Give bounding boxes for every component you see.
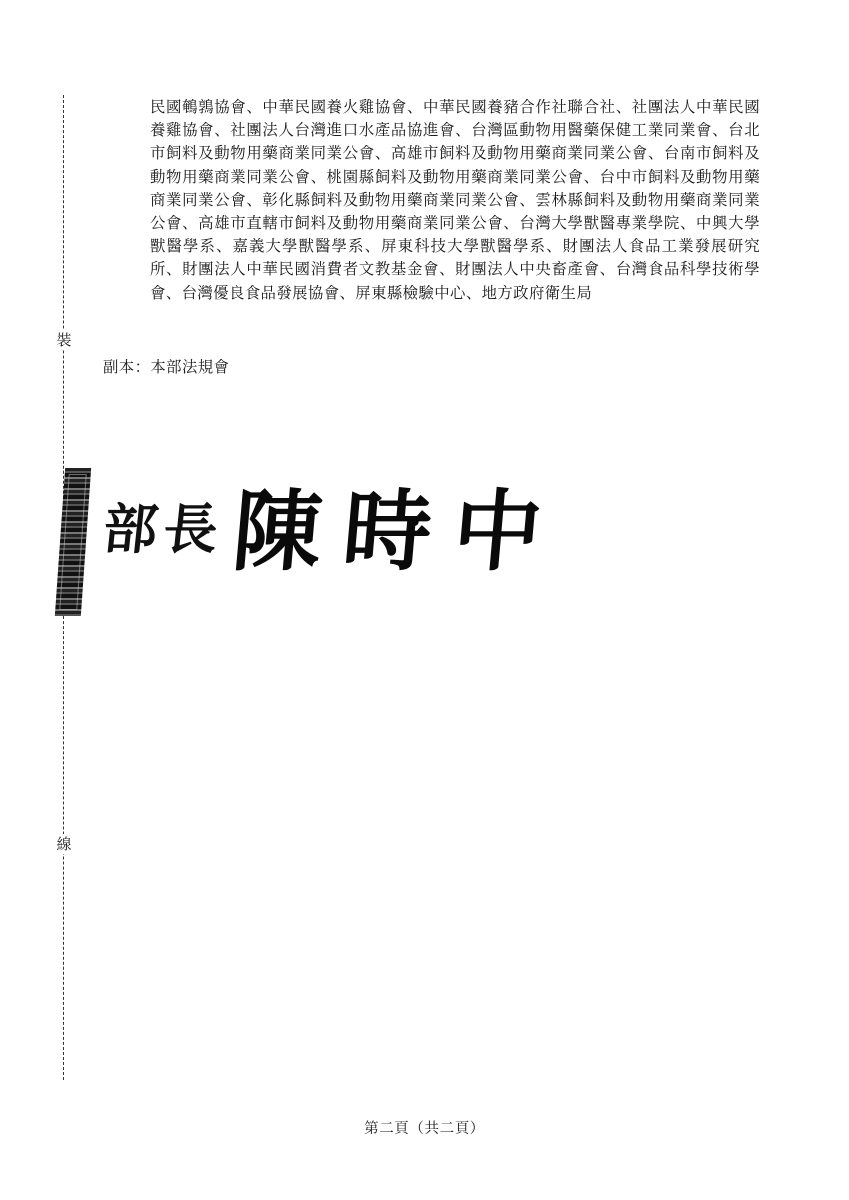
minister-signature xyxy=(100,470,569,583)
recipient-list: 民國鵪鶉協會、中華民國養火雞協會、中華民國養豬合作社聯合社、社團法人中華民國養雞協會、社團法人台灣進口水產品協進會、台灣區動物用醫藥保健工業同業會、台北市飼料及動物用藥商業同業公會、高雄市飼料及動物用藥商業同業公會、台南市飼料及動物用藥商業同業公會、桃園縣飼料及動物用藥商業同業公會、台中市飼料及動物用藥商業同業公會、彰化縣飼料及動物用藥商業同業公會、雲林縣飼料及動物用藥商業同業公會、高雄市直轄市飼料及動物用藥商業同業公會、台灣大學獸醫專業學院、中興大學獸醫學系、嘉義大學獸醫學系、屏東科技大學獸醫學系、財團法人食品工業發展研究所、財團法人中華民國消費者文教基金會、財團法人中央畜產會、台灣食品科學技術學會、台灣優良食品發展協會、屏東縣檢驗中心、地方政府衛生局 xyxy=(150,98,760,302)
page-number: 第二頁（共二頁） xyxy=(364,1121,485,1137)
seal-border xyxy=(59,474,87,610)
copy-recipients: 副本：本部法規會 xyxy=(103,358,230,376)
binding-mark-xian: 線 xyxy=(54,834,74,854)
signature-name: 陳時中 xyxy=(228,479,569,583)
binding-mark-zhuang: 裝 xyxy=(54,330,74,350)
signature-title: 部長 xyxy=(100,496,227,561)
official-seal-stamp xyxy=(55,468,91,616)
